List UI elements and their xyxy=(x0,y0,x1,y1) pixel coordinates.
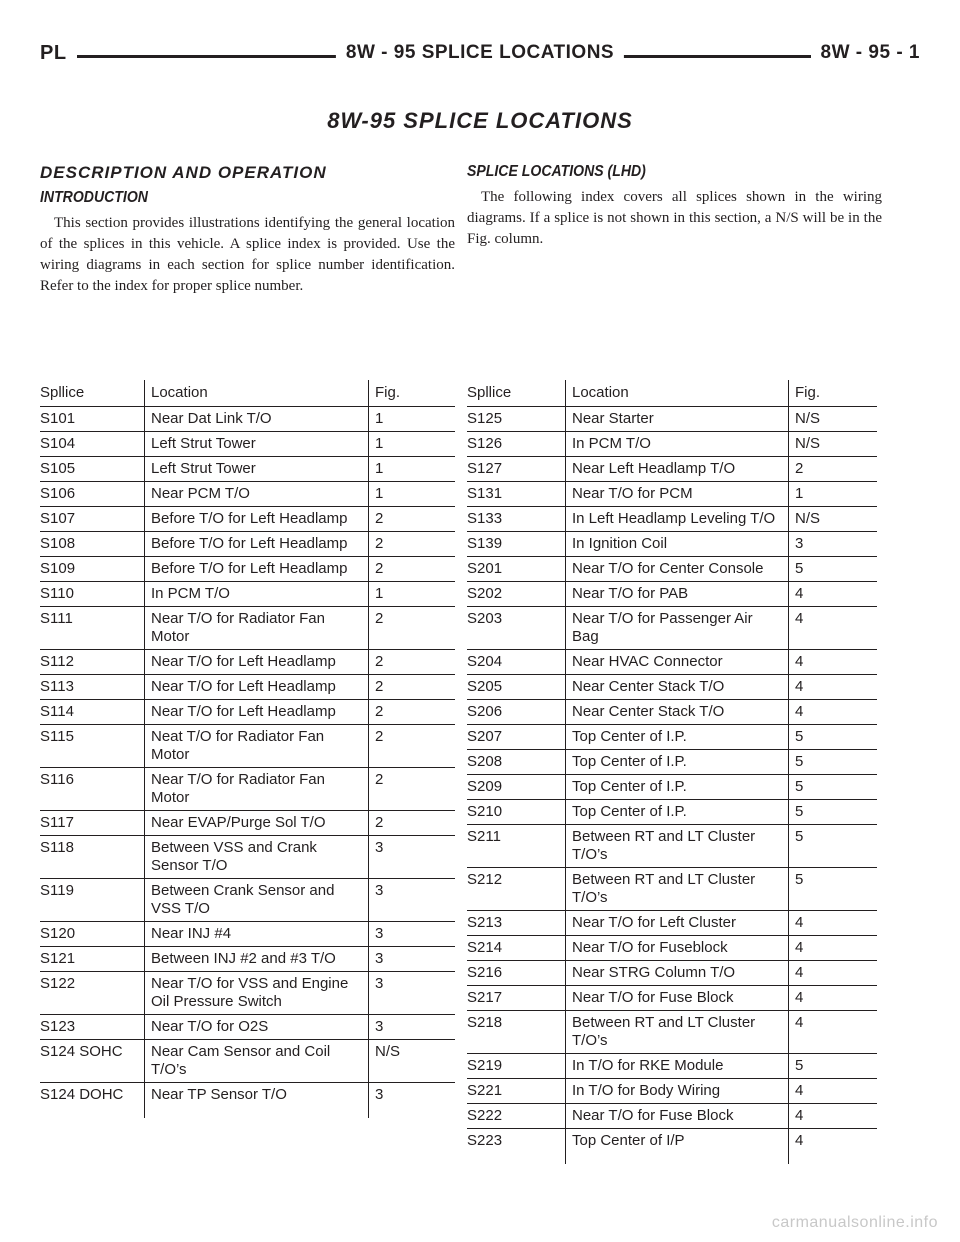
table-row xyxy=(467,800,877,825)
header-center: 8W - 95 SPLICE LOCATIONS xyxy=(336,42,624,64)
fig-cell: 4 xyxy=(789,675,878,700)
fig-cell: 3 xyxy=(369,947,456,972)
fig-cell: 4 xyxy=(789,1079,878,1104)
table-row xyxy=(40,557,455,582)
location-cell: Near STRG Column T/O xyxy=(566,961,789,986)
fig-cell: 1 xyxy=(369,482,456,507)
table-row xyxy=(40,1040,455,1083)
location-cell: Near T/O for Center Console xyxy=(566,557,789,582)
table-row xyxy=(40,1015,455,1040)
fig-cell: 3 xyxy=(375,1086,384,1103)
splice-id-cell: S119 xyxy=(40,879,145,922)
column-header-fig: Fig. xyxy=(789,380,878,407)
fig-cell: 4 xyxy=(789,607,878,650)
location-cell: Between Crank Sensor and VSS T/O xyxy=(145,879,369,922)
table-row xyxy=(467,457,877,482)
fig-cell: 2 xyxy=(369,507,456,532)
splice-id-cell: S216 xyxy=(467,961,566,986)
splice-id-cell: S203 xyxy=(467,607,566,650)
splice-id-cell: S111 xyxy=(40,607,145,650)
fig-cell: 2 xyxy=(369,607,456,650)
table-header-row xyxy=(467,380,877,407)
table-row xyxy=(40,972,455,1015)
splice-id-cell: S124 SOHC xyxy=(40,1040,145,1083)
fig-cell: 3 xyxy=(369,972,456,1015)
location-cell: Near PCM T/O xyxy=(145,482,369,507)
fig-cell: 4 xyxy=(789,986,878,1011)
location-cell: Top Center of I.P. xyxy=(566,800,789,825)
fig-cell: 2 xyxy=(789,457,878,482)
splice-id-cell: S204 xyxy=(467,650,566,675)
splice-id-cell: S106 xyxy=(40,482,145,507)
splice-id-cell: S110 xyxy=(40,582,145,607)
table-row xyxy=(40,811,455,836)
table-row xyxy=(467,675,877,700)
table-row xyxy=(40,650,455,675)
table-row xyxy=(40,607,455,650)
fig-cell: 2 xyxy=(369,557,456,582)
location-cell: Near T/O for Radiator Fan Motor xyxy=(145,768,369,811)
location-cell: Near T/O for PAB xyxy=(566,582,789,607)
fig-cell: 4 xyxy=(789,582,878,607)
splice-id-cell: S218 xyxy=(467,1011,566,1054)
splice-id-cell: S104 xyxy=(40,432,145,457)
location-cell: Near Cam Sensor and Coil T/O’s xyxy=(145,1040,369,1083)
watermark: carmanualsonline.info xyxy=(771,1214,938,1231)
fig-cell: 4 xyxy=(789,936,878,961)
splice-id-cell: S126 xyxy=(467,432,566,457)
location-cell: Before T/O for Left Headlamp xyxy=(145,532,369,557)
table-row xyxy=(40,407,455,432)
location-cell: Between RT and LT Cluster T/O’s xyxy=(566,868,789,911)
fig-cell: N/S xyxy=(789,432,878,457)
column-header-location: Location xyxy=(566,380,789,407)
splice-id-cell: S219 xyxy=(467,1054,566,1079)
table-row xyxy=(40,457,455,482)
table-row xyxy=(467,507,877,532)
table-row xyxy=(467,986,877,1011)
splice-id-cell: S101 xyxy=(40,407,145,432)
table-row xyxy=(467,1079,877,1104)
table-row xyxy=(467,1129,877,1165)
fig-cell: 5 xyxy=(789,800,878,825)
location-cell: Between RT and LT Cluster T/O’s xyxy=(566,1011,789,1054)
location-cell: Near TP Sensor T/O xyxy=(145,1083,369,1119)
location-cell: Top Center of I.P. xyxy=(566,775,789,800)
location-cell: Near EVAP/Purge Sol T/O xyxy=(145,811,369,836)
table-row xyxy=(40,675,455,700)
fig-cell: 4 xyxy=(789,650,878,675)
fig-cell: 2 xyxy=(369,532,456,557)
splice-id-cell: S105 xyxy=(40,457,145,482)
location-cell: Near Dat Link T/O xyxy=(145,407,369,432)
table-row xyxy=(40,1083,455,1119)
fig-cell: 4 xyxy=(789,911,878,936)
table-row xyxy=(40,482,455,507)
table-row xyxy=(40,947,455,972)
fig-cell: 4 xyxy=(789,961,878,986)
header-right: 8W - 95 - 1 xyxy=(811,42,920,64)
table-row xyxy=(40,700,455,725)
table-row xyxy=(467,432,877,457)
location-cell: Near T/O for Radiator Fan Motor xyxy=(145,607,369,650)
location-cell: Near T/O for Left Headlamp xyxy=(145,700,369,725)
splice-id-cell: S107 xyxy=(40,507,145,532)
splice-id-cell: S113 xyxy=(40,675,145,700)
location-cell: Near T/O for VSS and Engine Oil Pressure Switch xyxy=(145,972,369,1015)
location-cell: Near T/O for PCM xyxy=(566,482,789,507)
splice-id-cell: S116 xyxy=(40,768,145,811)
table-header-row xyxy=(40,380,455,407)
fig-cell: N/S xyxy=(369,1040,456,1083)
location-cell: Before T/O for Left Headlamp xyxy=(145,507,369,532)
fig-cell: 3 xyxy=(789,532,878,557)
splice-id-cell: S131 xyxy=(467,482,566,507)
location-cell: Near T/O for Passenger Air Bag xyxy=(566,607,789,650)
fig-cell: 2 xyxy=(369,700,456,725)
location-cell: Near INJ #4 xyxy=(145,922,369,947)
location-cell: In T/O for Body Wiring xyxy=(566,1079,789,1104)
splice-id-cell: S209 xyxy=(467,775,566,800)
location-cell: In Left Headlamp Leveling T/O xyxy=(566,507,789,532)
fig-cell: 5 xyxy=(789,750,878,775)
splice-id-cell: S117 xyxy=(40,811,145,836)
location-cell: In T/O for RKE Module xyxy=(566,1054,789,1079)
table-row xyxy=(467,482,877,507)
table-row xyxy=(467,725,877,750)
location-cell: Left Strut Tower xyxy=(145,432,369,457)
fig-cell: 2 xyxy=(369,768,456,811)
splice-id-cell: S207 xyxy=(467,725,566,750)
fig-cell: 1 xyxy=(369,407,456,432)
location-cell: Top Center of I.P. xyxy=(566,725,789,750)
splice-id-cell: S211 xyxy=(467,825,566,868)
location-cell: Neat T/O for Radiator Fan Motor xyxy=(145,725,369,768)
column-header-splice: Spllice xyxy=(467,380,566,407)
location-cell: In Ignition Coil xyxy=(566,532,789,557)
column-header-fig: Fig. xyxy=(369,380,456,407)
table-row xyxy=(467,557,877,582)
table-row xyxy=(467,961,877,986)
intro-paragraph: This section provides illustrations identifying the general location of the splices in this vehicle. A splice index is provided. Use the wiring diagrams in each section for splice number identification. Refer to the index for proper splice number. xyxy=(40,215,455,294)
splice-id-cell: S123 xyxy=(40,1015,145,1040)
splice-id-cell: S127 xyxy=(467,457,566,482)
splice-id-cell: S133 xyxy=(467,507,566,532)
splice-id-cell: S112 xyxy=(40,650,145,675)
fig-cell: 5 xyxy=(789,868,878,911)
intro-heading: INTRODUCTION xyxy=(40,189,148,206)
fig-cell: 5 xyxy=(789,775,878,800)
table-row xyxy=(40,836,455,879)
table-row xyxy=(467,607,877,650)
splice-index-paragraph: The following index covers all splices shown in the wiring diagrams. If a splice is not shown in this section, a N/S will be in the Fig. column. xyxy=(467,189,882,247)
column-header-location: Location xyxy=(145,380,369,407)
table-row xyxy=(40,725,455,768)
fig-cell: 5 xyxy=(789,1054,878,1079)
table-row xyxy=(467,825,877,868)
splice-id-cell: S208 xyxy=(467,750,566,775)
right-intro-column xyxy=(467,163,882,250)
fig-cell: 5 xyxy=(789,825,878,868)
splice-id-cell: S121 xyxy=(40,947,145,972)
fig-cell: 4 xyxy=(789,1104,878,1129)
fig-cell: 3 xyxy=(369,879,456,922)
splice-locations-heading: SPLICE LOCATIONS (LHD) xyxy=(467,163,646,180)
location-cell: Left Strut Tower xyxy=(145,457,369,482)
splice-id-cell: S139 xyxy=(467,532,566,557)
table-row xyxy=(40,532,455,557)
splice-id-cell: S212 xyxy=(467,868,566,911)
page-title: 8W-95 SPLICE LOCATIONS xyxy=(327,108,633,133)
location-cell: Near T/O for Fuse Block xyxy=(566,1104,789,1129)
splice-id-cell: S213 xyxy=(467,911,566,936)
header-left: PL xyxy=(40,42,77,65)
table-row xyxy=(467,868,877,911)
splice-id-cell: S222 xyxy=(467,1104,566,1129)
table-row xyxy=(40,768,455,811)
fig-cell: 2 xyxy=(369,811,456,836)
location-cell: In PCM T/O xyxy=(566,432,789,457)
splice-id-cell: S206 xyxy=(467,700,566,725)
table-row xyxy=(40,507,455,532)
table-row xyxy=(467,775,877,800)
splice-id-cell: S109 xyxy=(40,557,145,582)
fig-cell: 2 xyxy=(369,650,456,675)
fig-cell: 5 xyxy=(789,725,878,750)
section-heading: DESCRIPTION AND OPERATION xyxy=(40,163,327,182)
location-cell: Between VSS and Crank Sensor T/O xyxy=(145,836,369,879)
table-row xyxy=(467,700,877,725)
location-cell: Near Left Headlamp T/O xyxy=(566,457,789,482)
table-row xyxy=(467,936,877,961)
location-cell: Top Center of I.P. xyxy=(566,750,789,775)
table-row xyxy=(467,407,877,432)
table-row xyxy=(467,582,877,607)
splice-id-cell: S214 xyxy=(467,936,566,961)
table-row xyxy=(40,432,455,457)
splice-id-cell: S115 xyxy=(40,725,145,768)
location-cell: Near T/O for Left Headlamp xyxy=(145,650,369,675)
location-cell: Near Starter xyxy=(566,407,789,432)
table-row xyxy=(467,650,877,675)
fig-cell: 2 xyxy=(369,725,456,768)
table-row xyxy=(40,922,455,947)
fig-cell: 1 xyxy=(369,432,456,457)
table-row xyxy=(467,1104,877,1129)
splice-id-cell: S217 xyxy=(467,986,566,1011)
location-cell: In PCM T/O xyxy=(145,582,369,607)
fig-cell: 3 xyxy=(369,1015,456,1040)
location-cell: Near T/O for Left Cluster xyxy=(566,911,789,936)
splice-id-cell: S108 xyxy=(40,532,145,557)
location-cell: Before T/O for Left Headlamp xyxy=(145,557,369,582)
table-row xyxy=(467,750,877,775)
fig-cell: 3 xyxy=(369,836,456,879)
splice-table-right-body xyxy=(467,407,877,1165)
fig-cell: 1 xyxy=(369,582,456,607)
table-row xyxy=(467,532,877,557)
fig-cell: 2 xyxy=(369,675,456,700)
location-cell: Between RT and LT Cluster T/O’s xyxy=(566,825,789,868)
splice-id-cell: S201 xyxy=(467,557,566,582)
fig-cell: 1 xyxy=(789,482,878,507)
location-cell: Near HVAC Connector xyxy=(566,650,789,675)
splice-id-cell: S202 xyxy=(467,582,566,607)
splice-id-cell: S223 xyxy=(467,1129,566,1165)
location-cell: Between INJ #2 and #3 T/O xyxy=(145,947,369,972)
splice-table-left xyxy=(40,380,455,1118)
column-header-splice: Spllice xyxy=(40,380,145,407)
fig-cell: 4 xyxy=(789,1011,878,1054)
fig-cell: N/S xyxy=(789,407,878,432)
splice-id-cell: S118 xyxy=(40,836,145,879)
location-cell: Near T/O for Fuseblock xyxy=(566,936,789,961)
splice-table-right xyxy=(467,380,877,1164)
table-row xyxy=(467,1011,877,1054)
fig-cell: 5 xyxy=(789,557,878,582)
table-row xyxy=(467,911,877,936)
location-cell: Near Center Stack T/O xyxy=(566,675,789,700)
fig-cell: N/S xyxy=(789,507,878,532)
location-cell: Near T/O for O2S xyxy=(145,1015,369,1040)
splice-table-left-body xyxy=(40,407,455,1119)
page-header xyxy=(40,40,920,70)
fig-cell: 3 xyxy=(369,922,456,947)
fig-cell: 1 xyxy=(369,457,456,482)
fig-cell: 4 xyxy=(789,700,878,725)
fig-cell: 4 xyxy=(795,1132,804,1149)
splice-id-cell: S120 xyxy=(40,922,145,947)
splice-id-cell: S122 xyxy=(40,972,145,1015)
table-row xyxy=(467,1054,877,1079)
left-intro-column xyxy=(40,163,455,297)
location-cell: Near Center Stack T/O xyxy=(566,700,789,725)
splice-id-cell: S125 xyxy=(467,407,566,432)
splice-id-cell: S124 DOHC xyxy=(40,1083,145,1119)
location-cell: Near T/O for Fuse Block xyxy=(566,986,789,1011)
location-cell: Near T/O for Left Headlamp xyxy=(145,675,369,700)
location-cell: Top Center of I/P xyxy=(566,1129,789,1165)
table-row xyxy=(40,582,455,607)
splice-id-cell: S221 xyxy=(467,1079,566,1104)
splice-id-cell: S114 xyxy=(40,700,145,725)
table-row xyxy=(40,879,455,922)
splice-id-cell: S205 xyxy=(467,675,566,700)
splice-id-cell: S210 xyxy=(467,800,566,825)
